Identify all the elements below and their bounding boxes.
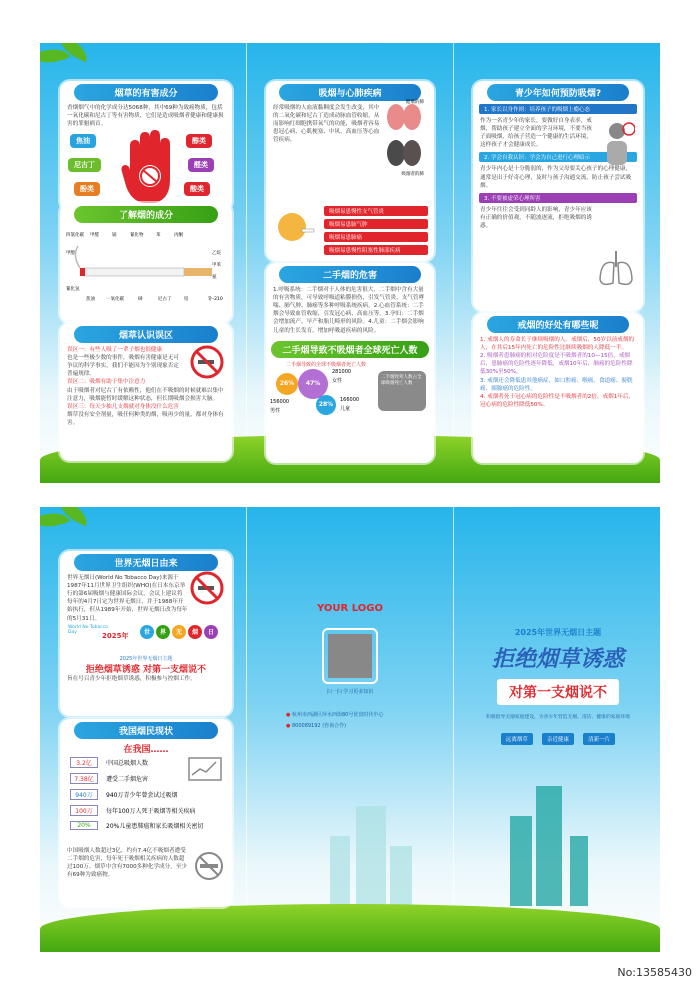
healthy-lung-label: 健康的肺	[406, 100, 424, 105]
deaths-value: 166000	[340, 396, 360, 403]
tag-nicotine: 尼古丁	[68, 158, 101, 172]
ingredient-label: 一氧化碳	[106, 297, 124, 302]
prevent-title: 青少年如何预防吸烟?	[487, 84, 630, 101]
deaths-cat: 男性	[270, 407, 281, 414]
brochure-outside	[40, 507, 660, 952]
ingredient-label: 铅	[184, 297, 189, 302]
benefit-card	[473, 313, 643, 463]
disease-pill: 吸烟易患肺气肿	[324, 219, 428, 229]
heart-lung-text: 经常吸烟的人血液黏稠度会发生改变，其中的二氧化碳和尼古丁造成动脉血管收缩，从而影响红细胞携带氧气的功能，吸烟者容易患冠心病、心肌梗塞、中风、高血压等心血管疾病。	[273, 105, 380, 144]
benefit-item: 4. 戒烟者死于冠心病的危险性是不吸烟者的2倍，戒烟1年后，冠心病的危险性降低50%。	[480, 393, 635, 408]
ingredient-title: 了解烟的成分	[74, 206, 218, 223]
prevent-pill-3: 3. 不要被虚荣心理所害	[479, 193, 637, 203]
myth-3-head: 误区三：每天少抽几支烟就对身体没什么危害	[67, 403, 179, 410]
address-text: 杭州市西湖区萍水西街80号优盘时代中心	[291, 712, 384, 718]
wntd-card	[60, 551, 232, 716]
cover-headline: 拒绝烟草诱惑	[491, 647, 624, 672]
deaths-cat: 儿童	[340, 405, 351, 412]
status-text: 940万青少年曾尝试过吸烟	[106, 792, 178, 799]
prevent-pill-1: 1. 家长以身作则：培养孩子的吸烟上瘾心态	[479, 104, 637, 114]
wntd-english: World No Tobacco Day	[68, 624, 108, 635]
ingredient-label: 砷	[138, 297, 143, 302]
prevent-text-3: 青少年往往会受到同龄人的影响，青少年应该有正确的价值观，不随波逐流，拒绝吸烟的诱惑。	[480, 206, 592, 229]
myth-1-head: 误区一：有些人吸了一辈子烟也很健康	[67, 347, 163, 353]
ingredient-label: 尼古丁	[158, 297, 172, 302]
trend-chart-icon	[188, 757, 222, 783]
lungs-icon	[597, 249, 635, 289]
status-num: 20%	[70, 821, 98, 830]
myth-3-body: 烟草没有安全剂量，吸任何种类的烟，吸再少的量，都对身体有害。	[67, 411, 224, 426]
ingredient-card	[60, 203, 232, 323]
deaths-subtitle: 二手烟导致的全球不吸烟者死亡人数	[286, 361, 367, 368]
wntd-title: 世界无烟日由来	[74, 554, 218, 571]
status-subtitle: 在我国……	[123, 745, 169, 755]
status-paragraph: 中国吸烟人数超过3亿，约有7.4亿不吸烟者遭受二手烟的危害，每年死于吸烟相关疾病的人数超过100万。烟草中含有7000多种化学成分，至少有69种为致癌物。	[67, 848, 188, 879]
wntd-slogan: 拒绝烟草诱惑 对第一支烟说不	[85, 664, 207, 675]
heart-lung-card	[266, 81, 434, 261]
phone-text: 800089192 (咨询合作)	[291, 723, 347, 729]
status-card	[60, 719, 232, 907]
wntd-char: 无	[172, 625, 186, 639]
deaths-side-note: 二手烟致死人数占全球吸烟死亡人数	[378, 371, 426, 411]
company-logo: YOUR LOGO	[317, 603, 383, 614]
harmful-card	[60, 81, 232, 211]
cigarette-diagram	[60, 226, 232, 321]
teen-smoking-icon	[599, 121, 635, 165]
tag-alcohol: 醇类	[186, 134, 212, 148]
status-text: 20%儿童患肺癌和家长吸烟相关密切	[106, 823, 204, 830]
wntd-slogan-text: 旨在号召青少年拒绝烟草诱惑，积极参与控烟工作。	[67, 675, 196, 682]
harmful-title: 烟草的有害成分	[74, 84, 218, 101]
deaths-title: 二手烟导致不吸烟者全球死亡人数	[271, 341, 429, 358]
benefit-item: 1. 戒烟人的寿命长于继续吸烟的人。戒烟后，50岁以前戒烟的人，在其后15年内死亡的危险性比继续吸烟的人降低一半。	[480, 337, 635, 352]
lung-comparison-icon	[382, 101, 426, 171]
status-num: 3.2亿	[70, 757, 98, 768]
qr-code[interactable]	[322, 628, 378, 684]
status-rows	[60, 755, 232, 847]
wntd-text: 世界无烟日(World No Tobacco Day)来源于1987年11月世界卫生组织(WHO)在日本东京举行的第6届吸烟与健康国际会议，会议上建议将每年的4月7日定为世界无烟日，并于1988年开始执行，但从1989年开始，世界无烟日改为每年的5月31日。	[67, 575, 188, 622]
cover-tag: 亲近健康	[542, 733, 574, 745]
deaths-value: 156000	[270, 398, 290, 405]
benefit-item: 2. 吸烟者患肺癌的相对危险度是不吸烟者的10—15倍。戒烟后，患肺癌的危险性逐年降低，戒烟10年后，肺癌的危险性降低30%至50%。	[480, 353, 633, 376]
tag-aldehyde: 醛类	[188, 158, 214, 172]
cover-panel	[460, 627, 656, 745]
deaths-value: 281000	[332, 368, 352, 375]
ingredient-label: 乙烷	[212, 251, 221, 256]
myth-card	[60, 323, 232, 461]
smoker-head-icon	[276, 207, 316, 247]
ingredient-diagram	[60, 226, 232, 321]
status-text: 遭受二手烟危害	[106, 776, 149, 783]
myth-2-body: 由于吸烟者对尼古丁有依赖性，他们在不吸烟的时候就难以集中注意力，吸烟能暂时缓解这种状态，但长期吸烟会损害大脑。	[67, 387, 224, 402]
status-text: 每年100万人死于吸烟等相关疾病	[106, 808, 196, 815]
wntd-char: 世	[140, 625, 154, 639]
second-hand-text: 1.呼吸系统：二手烟对于人体的危害很大，二手烟中含有大量的有害物质，可导致呼吸道粘膜损伤，引发气管炎、支气管哮喘、肺气肿、肺癌等多种呼吸系统疾病。2.心血管系统：二手烟会导致血管收缩，引发冠心病、高血压等。3.孕妇：二手烟会增加流产、早产和胎儿畸形的风险。4.儿童：二手烟会影响儿童的生长发育，增加呼吸道疾病的风险。	[273, 287, 425, 334]
stop-hand-icon	[120, 130, 176, 206]
cover-tag: 清新一片	[583, 733, 615, 745]
status-num: 940万	[70, 789, 98, 800]
benefit-item: 3. 戒烟还会降低患其他癌症，如口腔癌、喉癌、食道癌、膀胱癌、胰腺癌的危险性。	[480, 377, 633, 392]
deaths-bubble-child: 28%	[316, 395, 336, 415]
ingredient-label: 焦油	[86, 297, 95, 302]
disease-pill: 吸烟易患慢性阻塞性肺部疾病	[324, 245, 428, 255]
ingredient-label: 钋-210	[208, 297, 223, 302]
deaths-bubble-female: 47%	[298, 369, 328, 399]
myth-2-head: 误区二：吸烟有助于集中注意力	[67, 379, 146, 386]
myth-title: 烟草认识误区	[74, 326, 218, 343]
deaths-bubble-male: 26%	[276, 373, 298, 395]
harmful-graphic	[60, 128, 232, 208]
no-smoking-icon	[190, 345, 224, 379]
benefit-title: 戒烟的好处有哪些呢	[487, 316, 630, 333]
no-smoking-icon	[194, 851, 224, 881]
status-text: 中国总吸烟人数	[106, 760, 149, 767]
no-smoking-icon	[190, 571, 224, 605]
disease-pill: 吸烟易患慢性支气管炎	[324, 206, 428, 216]
location-icon: ●	[286, 712, 291, 718]
tag-phenol: 酚类	[74, 182, 100, 196]
disease-pill: 吸烟易患肺癌	[324, 232, 428, 242]
ingredient-label: 镉	[112, 233, 117, 238]
tag-tar: 焦油	[70, 134, 96, 148]
ingredient-label: 丙酮	[174, 233, 183, 238]
prevent-pill-2: 2. 学会自我认识：学会为自己进行心理暗示	[479, 152, 637, 162]
phone-icon: ●	[286, 723, 291, 729]
harmful-text: 香烟烟气中的化学成分达5068种，其中69种为致癌物质，包括一氧化碳和尼古丁等有害物质，它们是造成吸烟者健康和健康损害的罪魁祸首。	[67, 105, 224, 128]
prevent-text-1: 作为一名青少年的家长，要做好自身表率，戒烟，帮助孩子建立全面的学习环境，不要当孩子面吸烟，给孩子营造一个健康的生活环境，这样孩子才会健康成长。	[480, 118, 592, 149]
ingredient-label: 苯	[156, 233, 161, 238]
prevent-text-2: 青少年内心是十分脆弱的，作为父母要关心孩子的心理健康，通常是出于好奇心理，及时与孩子沟通交流，防止孩子尝试吸烟。	[480, 166, 632, 189]
ingredient-label: 甲苯	[212, 263, 221, 268]
ingredient-label: 氰化氢	[66, 287, 80, 292]
status-num: 100万	[70, 805, 98, 816]
smoker-lung-label: 吸烟者的肺	[401, 172, 424, 177]
ingredient-label: 四氯化碳	[66, 233, 84, 238]
grass-decoration	[40, 904, 660, 952]
ingredient-label: 甲醛	[90, 233, 99, 238]
prevent-card	[473, 81, 643, 311]
ingredient-label: 氨	[212, 275, 217, 280]
heart-lung-title: 吸烟与心肺疾病	[279, 84, 420, 101]
deaths-graphic	[266, 361, 434, 431]
myth-1-body: 也是一些极少数的事件，吸烟有害健康是无可争议的科学事实，我们不能因为个别现象否定普遍规律。	[67, 355, 179, 378]
brochure-inside	[40, 43, 660, 483]
deaths-cat: 女性	[332, 377, 343, 384]
wntd-char: 日	[204, 625, 218, 639]
tag-acid: 酸类	[184, 182, 210, 196]
ingredient-label: 甲醇	[66, 251, 75, 256]
second-hand-title: 二手烟的危害	[279, 266, 420, 283]
cover-subhead: 对第一支烟说不	[497, 679, 619, 705]
status-num: 7.38亿	[70, 773, 98, 784]
wntd-char: 烟	[188, 625, 202, 639]
wntd-year: 2025年	[102, 631, 129, 640]
image-id-watermark: No:13585430	[617, 966, 692, 979]
ingredient-label: 氰化物	[130, 233, 144, 238]
qr-caption: 扫一扫 学习更多知识	[326, 689, 374, 695]
second-hand-card	[266, 263, 434, 463]
cover-tag: 远离烟草	[501, 733, 533, 745]
cover-line: 积极倡导无烟家庭建设，为青少年营造无烟、清洁、健康的家庭环境	[486, 715, 630, 720]
wntd-theme-label: 2025年世界无烟日主题	[119, 655, 173, 662]
cover-theme: 2025年世界无烟日主题	[514, 628, 602, 637]
wntd-char: 界	[156, 625, 170, 639]
status-title: 我国烟民现状	[74, 722, 218, 739]
